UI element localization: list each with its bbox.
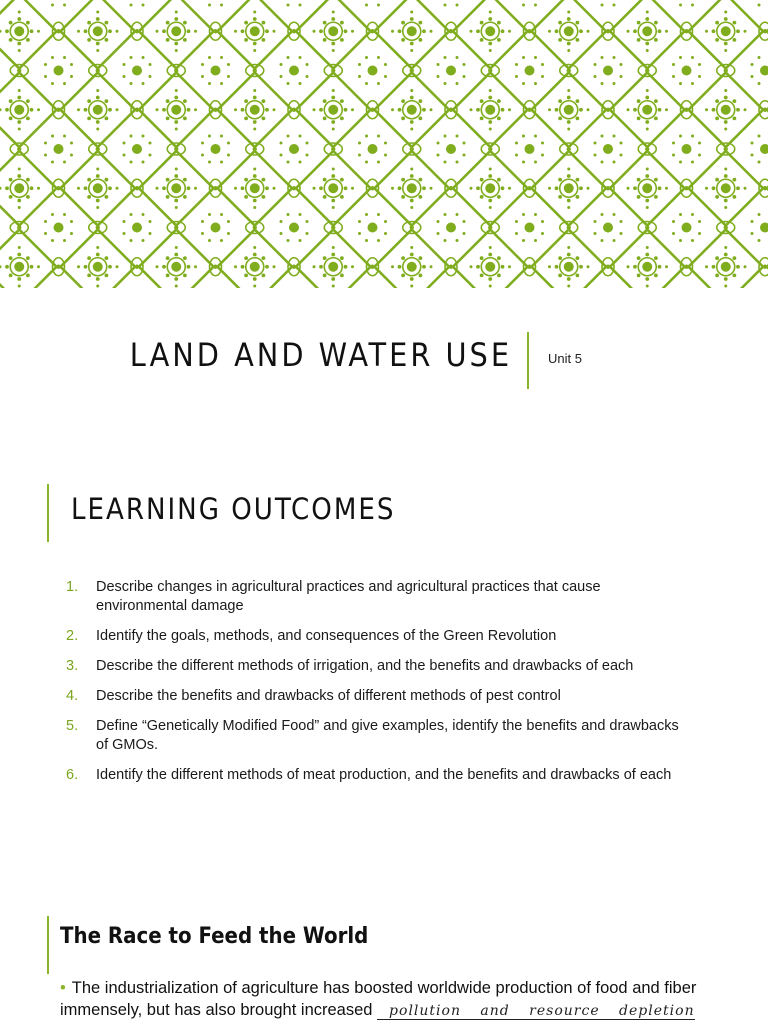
title-block xyxy=(0,332,768,392)
bullet-icon: • xyxy=(60,979,66,997)
outcomes-list xyxy=(66,578,686,796)
decorative-pattern xyxy=(0,0,768,288)
list-item xyxy=(66,766,686,785)
learning-outcomes-slide xyxy=(0,460,768,880)
list-number: 6. xyxy=(66,767,79,783)
title-divider xyxy=(527,332,529,389)
heading-accent-bar xyxy=(47,484,49,542)
list-item-text: Describe the benefits and drawbacks of different methods of pest control xyxy=(96,688,561,704)
list-item xyxy=(66,717,686,755)
list-number: 2. xyxy=(66,628,79,644)
heading-accent-bar xyxy=(47,916,49,974)
bullet-paragraph xyxy=(60,977,720,1021)
list-item xyxy=(66,657,686,676)
list-item-text: Identify the goals, methods, and consequences of the Green Revolution xyxy=(96,628,557,644)
title-slide xyxy=(0,0,768,450)
list-item xyxy=(66,627,686,646)
race-to-feed-slide xyxy=(0,900,768,1024)
slide-title: LAND AND WATER USE xyxy=(129,336,512,374)
list-item-text: Identify the different methods of meat production, and the benefits and drawbacks of each xyxy=(96,767,672,783)
handwritten-answer: pollution and resource depletion xyxy=(377,1003,695,1020)
list-item-text: Define “Genetically Modified Food” and give examples, identify the benefits and drawbacks of GMOs. xyxy=(96,718,679,753)
paragraph-text: The industrialization of agriculture has boosted worldwide production of food and fiber immensely, but has also brought increased xyxy=(60,979,697,1019)
learning-outcomes-heading: LEARNING OUTCOMES xyxy=(71,492,396,526)
race-heading: The Race to Feed the World xyxy=(60,924,369,949)
list-number: 5. xyxy=(66,718,79,734)
slide-subtitle: Unit 5 xyxy=(548,351,582,366)
list-item xyxy=(66,687,686,706)
list-item xyxy=(66,578,686,616)
list-number: 3. xyxy=(66,658,79,674)
list-item-text: Describe the different methods of irrigation, and the benefits and drawbacks of each xyxy=(96,658,634,674)
list-number: 4. xyxy=(66,688,79,704)
list-item-text: Describe changes in agricultural practices and agricultural practices that cause environmental damage xyxy=(96,579,601,614)
list-number: 1. xyxy=(66,579,79,595)
